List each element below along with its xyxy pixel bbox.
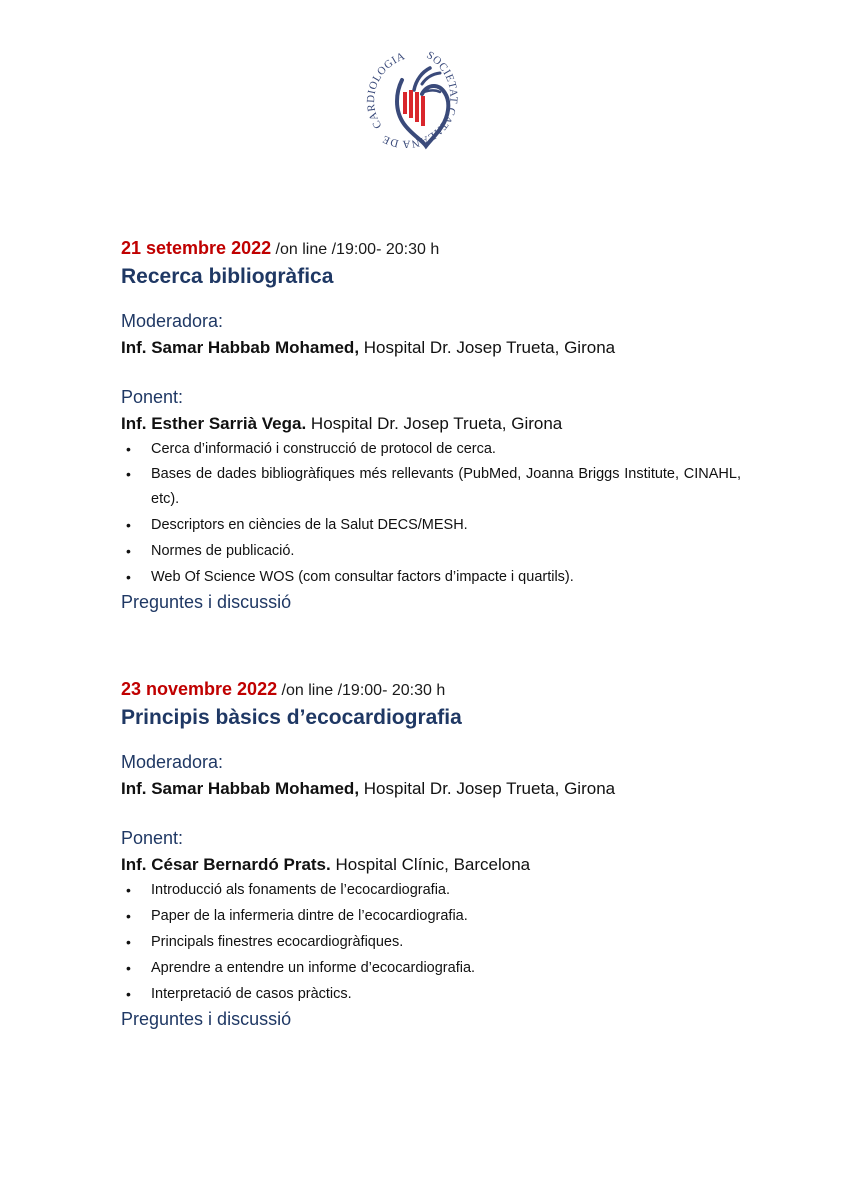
speaker-name: Inf. César Bernardó Prats. — [121, 855, 331, 874]
list-item: • Paper de la infermeria dintre de l’ecocardiografia. — [121, 903, 741, 929]
speaker-affiliation: Hospital Clínic, Barcelona — [330, 855, 531, 874]
list-item: • Introducció als fonaments de l’ecocardiografia. — [121, 877, 741, 903]
list-item: • Principals finestres ecocardiogràfiques. — [121, 929, 741, 955]
moderator-label: Moderadora: — [121, 752, 224, 772]
moderator-name: Inf. Samar Habbab Mohamed, — [121, 779, 360, 798]
heart-logo-icon — [360, 40, 484, 164]
session-title: Principis bàsics d’ecocardiografia — [121, 706, 462, 729]
list-item: • Cerca d’informació i construcció de protocol de cerca. — [121, 436, 741, 462]
session-1 — [121, 236, 741, 614]
session-date-line — [121, 677, 741, 703]
session-details: /on line /19:00- 20:30 h — [277, 682, 446, 699]
list-item: • Web Of Science WOS (com consultar factors d’impacte i quartils). — [121, 564, 741, 590]
session-title: Recerca bibliogràfica — [121, 265, 334, 288]
list-item: • Bases de dades bibliogràfiques més rellevants (PubMed, Joanna Briggs Institute, CINAHL, etc). — [121, 462, 741, 512]
speaker — [121, 853, 741, 877]
topic-list — [121, 436, 741, 590]
list-item: • Aprendre a entendre un informe d’ecocardiografia. — [121, 955, 741, 981]
moderator — [121, 777, 741, 801]
svg-text:CARDIOLOGIA: CARDIOLOGIA — [365, 50, 407, 131]
topic-list — [121, 877, 741, 1007]
closing-questions: Preguntes i discussió — [121, 1009, 292, 1029]
list-item: • Interpretació de casos pràctics. — [121, 981, 741, 1007]
session-date: 21 setembre 2022 — [121, 238, 272, 258]
speaker-affiliation: Hospital Dr. Josep Trueta, Girona — [306, 414, 563, 433]
moderator-label: Moderadora: — [121, 311, 224, 331]
svg-text:SOCIETAT CATALANA DE: SOCIETAT CATALANA DE — [380, 49, 460, 150]
speaker-name: Inf. Esther Sarrià Vega. — [121, 414, 307, 433]
moderator-name: Inf. Samar Habbab Mohamed, — [121, 338, 360, 357]
moderator-affiliation: Hospital Dr. Josep Trueta, Girona — [359, 338, 616, 357]
session-date-line — [121, 236, 741, 262]
list-item: • Normes de publicació. — [121, 538, 741, 564]
session-details: /on line /19:00- 20:30 h — [271, 241, 440, 258]
session-date: 23 novembre 2022 — [121, 679, 278, 699]
speaker-label: Ponent: — [121, 828, 184, 848]
moderator — [121, 336, 741, 360]
closing-questions: Preguntes i discussió — [121, 592, 292, 612]
session-2 — [121, 677, 741, 1031]
list-item: • Descriptors en ciències de la Salut DECS/MESH. — [121, 512, 741, 538]
speaker-label: Ponent: — [121, 387, 184, 407]
speaker — [121, 412, 741, 436]
moderator-affiliation: Hospital Dr. Josep Trueta, Girona — [359, 779, 616, 798]
